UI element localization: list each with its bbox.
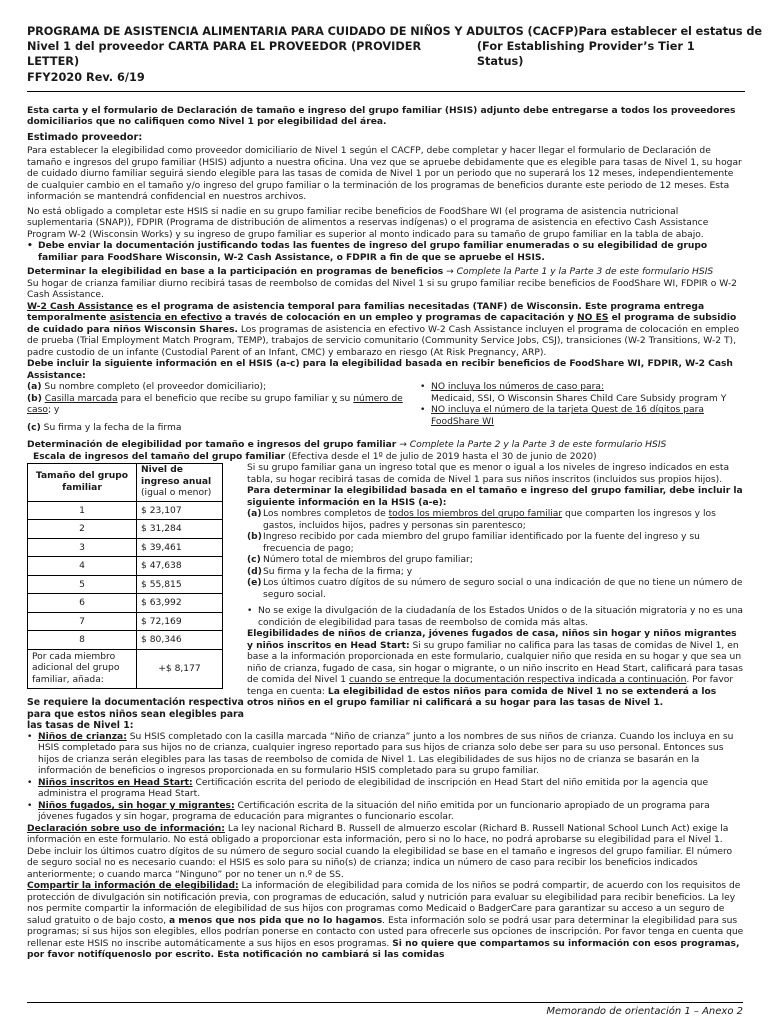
income-a-label: (a) [247, 509, 262, 520]
income-col-size: Tamaño del grupo familiar [28, 464, 137, 502]
intro-bullet-text: Debe enviar la documentación justificando todas las fuentes de ingreso del grupo familiar enumeradas o su elegibilidad de grupo familiar para FoodShare Wisconsin, W-2 Cash Assistance, o FDPIR a fin de que se apruebe el HSIS. [38, 241, 708, 263]
header-rule [27, 91, 745, 92]
w2-text-3: el programa de subsidio de cuidado para niños Wisconsin Shares. [27, 313, 737, 335]
w2-no-es: NO ES [577, 313, 609, 324]
income-table-row [28, 631, 223, 650]
bullet-icon: • [27, 800, 33, 811]
income-amount-cell: $ 80,346 [137, 631, 223, 650]
declaration-text: La ley nacional Richard B. Russell de almuerzo escolar (Richard B. Russell National School Lunch Act) exige la información en este formulario. No está obligado a proporcionar esta información, pero si no lo hace, no podrá aprobarse su elegibilidad para el Nivel 1. Debe incluir los últimos cuatro dígitos de su número de seguro social cuando la elegibilidad se base en el tamaño e ingresos del grupo familiar. El número de seguro social no es necesario cuando: el HSIS es solo para su niño(s) de crianza; indica un número de caso para recibir los beneficios indicados anteriormente; o cuando marca “Ninguno” por no tener un n.º de SS. [27, 823, 733, 880]
income-e-text: Los últimos cuatro dígitos de su número de seguro social o una indicación de que no tiene un número de seguro social. [263, 578, 743, 600]
income-table-row [28, 557, 223, 576]
item-b-u3: número de caso [27, 393, 403, 416]
arrow-icon: → [446, 267, 454, 278]
program-section [27, 267, 745, 434]
item-b-u2: y [331, 393, 337, 404]
no-case-numbers-list: Medicaid, SSI, O Wisconsin Shares Child Care Subsidy program Y [431, 393, 727, 404]
income-amount-cell: $ 63,992 [137, 594, 223, 613]
income-right-column [247, 463, 745, 732]
declaration-paragraph [27, 824, 745, 882]
citizenship-note: No se exige la divulgación de la ciudadanía de los Estados Unidos o de la situación migratoria y no es una condición de elegibilidad para tasas de reembolso de comida más altas. [258, 606, 743, 628]
sharing-b2: Si no quiere que compartamos su información con esos programas, por favor notifíquenoslo por escrito. Esta notificación no cambiará si las comidas [27, 938, 740, 961]
docs-required: Se requiere la documentación respectiva para que estos niños sean elegibles para las tasas de Nivel 1: [27, 697, 244, 732]
income-amount-cell: $ 39,461 [137, 538, 223, 557]
intro-paragraph-1: Para establecer la elegibilidad como proveedor domiciliario de Nivel 1 según el CACFP, debe completar y hacer llegar el formulario de Declaración de tamaño e ingresos del grupo familiar (HSIS) adjunto a nuestra oficina. Una vez que se apruebe debidamente que es elegible para tasas de Nivel 1, su hogar de cuidado diurno familiar seguirá siendo elegible para las tasas de comida de Nivel 1 por un periodo que no superará los 12 meses, independientemente de cualquier cambio en el tamaño y/o ingreso del grupo familiar o la terminación de los programas de beneficios durante este periodo de 12 meses. Esta información se mantendrá confidencial en nuestros archivos. [27, 146, 742, 203]
foster-u: cuando se entregue la documentación respectiva indicada a continuación [348, 675, 687, 686]
footer-rule [27, 1002, 743, 1003]
header-line-1: PROGRAMA DE ASISTENCIA ALIMENTARIA PARA CUIDADO DE NIÑOS Y ADULTOS (CACFP)Para establecer el estatus de [27, 25, 762, 38]
income-scale-title: Escala de ingresos del tamaño del grupo familiar [33, 451, 286, 462]
head-start-text: Certificación escrita del periodo de elegibilidad de inscripción en Head Start del niño emitida por la agencia que administra el programa Head Start. [38, 777, 709, 800]
w2-text-1: es el programa de asistencia temporal para familias necesitadas (TANF) de Wisconsin. Este programa entrega [133, 301, 705, 312]
foster-t2: . Por favor tenga en cuenta: [247, 675, 734, 697]
foster-b2: La elegibilidad de estos niños para comida de Nivel 1 no se extenderá a los otros niños en el grupo familiar ni calificará a su hogar para las tasas de Nivel 1. [247, 686, 717, 709]
header [27, 24, 762, 85]
income-size-cell: 4 [28, 557, 137, 576]
header-line-2-right: (For Establishing Provider’s Tier 1 Status) [476, 40, 695, 69]
footer-text: Memorando de orientación 1 – Anexo 2 [546, 1006, 743, 1017]
foster-children-term: Niños de crianza: [38, 731, 127, 742]
income-amount-cell: $ 23,107 [137, 501, 223, 520]
income-size-cell: 5 [28, 575, 137, 594]
income-scale-note: (Efectiva desde el 1º de julio de 2019 hasta el 30 de junio de 2020) [285, 451, 597, 462]
income-a-t2: que comparten los ingresos y los gastos, incluidos hijos, padres y personas sin parentesco; [263, 509, 716, 531]
income-amount-cell: $ 47,638 [137, 557, 223, 576]
document-page [27, 24, 762, 962]
income-amount-cell: $ 55,815 [137, 575, 223, 594]
intro-paragraph-2: No está obligado a completar este HSIS si nadie en su grupo familiar recibe beneficios de FoodShare WI (el programa de asistencia nutricional suplementaria (SNAP)), FDPIR (Programa de distribución de alimentos a reservas indígenas) o el programa de asistencia en efectivo Cash Assistance Program W-2 (Wisconsin Works) y su ingreso de grupo familiar es superior al monto indicado para su tamaño de grupo familiar en la tabla de abajo. [27, 206, 709, 240]
w2-temporal: temporalmente [27, 313, 107, 324]
income-d-text: Su firma y la fecha de la firma; y [263, 566, 413, 577]
program-heading: Determinar la elegibilidad en base a la participación en programas de beneficios [27, 267, 444, 278]
income-d-label: (d) [247, 566, 262, 577]
intro-bullet [27, 241, 745, 264]
income-table-row [28, 538, 223, 557]
income-table-header [28, 464, 223, 502]
income-b-label: (b) [247, 532, 262, 543]
item-c-text: Su firma y la fecha de la firma [43, 422, 182, 433]
item-a-label: (a) [27, 382, 42, 393]
w2-cash-assistance: asistencia en efectivo [109, 313, 222, 324]
item-c-label: (c) [27, 422, 41, 433]
foster-paragraph [247, 629, 745, 710]
income-b-text: Ingreso recibido por cada miembro del grupo familiar identificado por la fuente del ingreso y su frecuencia de pago; [263, 532, 700, 554]
sharing-t1: La información de elegibilidad para comida de los niños se podrá compartir, de acuerdo con los requisitos de protección de divulgación sin notificación previa, con programas de educación, salud y nutrición para evaluar su elegibilidad para recibir beneficios. La ley nos permite compartir la información de elegibilidad de sus hijos con programas como Medicaid o BadgerCare para garantizar su acceso a un seguro de salud gratuito o de bajo costo, [27, 881, 741, 926]
program-columns [27, 382, 745, 434]
item-b-t1: para el beneficio que recibe su grupo familiar [117, 393, 332, 404]
income-extra-label: Por cada miembro adicional del grupo familiar, añada: [28, 649, 137, 689]
foster-t1: Si su grupo familiar no califica para las tasas de comidas de Nivel 1, en base a la información proporcionada en este formulario, cualquier niño que resida en su hogar y que sea un niño de crianza, fugado de casa, sin hogar o migrante, o un niño inscrito en Head Start, calificará para tasas de comida del Nivel 1 [247, 640, 743, 686]
bullet-icon: • [27, 241, 33, 252]
income-col-level-sub: (igual o menor) [141, 488, 212, 499]
bullet-icon: • [247, 606, 253, 617]
bullet-icon: • [420, 382, 426, 393]
income-size-cell: 1 [28, 501, 137, 520]
income-table [27, 463, 223, 689]
header-line-2 [27, 39, 745, 69]
header-line-3: FFY2020 Rev. 6/19 [27, 70, 145, 84]
income-table-extra-row [28, 649, 223, 689]
program-left-column [27, 382, 420, 434]
no-case-numbers: NO incluya los números de caso para: [431, 382, 605, 393]
item-b-u1: Casilla marcada [44, 393, 118, 404]
income-a-t1: Los nombres completos de [263, 509, 389, 520]
bullet-icon: • [420, 405, 426, 416]
item-b-label: (b) [27, 393, 42, 404]
program-right-column [420, 382, 745, 434]
income-size-cell: 8 [28, 631, 137, 650]
income-heading: Determinación de elegibilidad por tamaño e ingresos del grupo familiar [27, 440, 397, 451]
foster-children-text: Su HSIS completado con la casilla marcada “Niño de crianza” junto a los nombres de sus niños de crianza. Cuando los incluya en su HSIS completado para sus hijos no de crianza, cualquier ingreso reportado para sus hijos de crianza solo debe ser para su uso personal. Entonces sus hijos de crianza serán elegibles para las tasas de reembolso de comida de Nivel 1. Las elegibilidades de sus hijos no de crianza se basarán en la información de beneficios o ingresos proporcionada en su formulario HSIS completado para su grupo familiar. [38, 731, 734, 777]
sharing-b1: a menos que nos pida que no lo hagamos [168, 915, 383, 926]
sharing-t2: . Esta información solo se podrá usar para determinar la elegibilidad para sus programas; si sus hijos son elegibles, ellos podrían ponerse en contacto con usted para ofrecerle sus opciones de inscripción. Por favor tenga en cuenta que rellenar este HSIS no inscribe automáticamente a sus hijos en esos programas. [27, 915, 744, 949]
w2-paragraph [27, 302, 745, 360]
salutation: Estimado proveedor: [27, 131, 143, 143]
income-size-cell: 2 [28, 520, 137, 539]
income-table-row [28, 501, 223, 520]
income-amount-cell: $ 72,169 [137, 612, 223, 631]
w2-text-2: a través de colocación en un empleo y programas de capacitación y [221, 313, 578, 324]
income-col-level [137, 464, 223, 502]
income-size-cell: 3 [28, 538, 137, 557]
no-quest-card: NO incluya el número de la tarjeta Quest de 16 dígitos para FoodShare WI [431, 405, 704, 427]
sharing-paragraph [27, 881, 745, 962]
income-table-row [28, 575, 223, 594]
income-paragraph: Si su grupo familiar gana un ingreso total que es menor o igual a los niveles de ingreso indicados en esta tabla, su hogar recibirá tasas de comida de Nivel 1 para sus niños inscritos (incluidos sus propios hijos). [247, 463, 730, 485]
income-col-level-title: Nivel de ingreso anual [141, 465, 212, 487]
income-a-u: todos los miembros del grupo familiar [388, 509, 563, 520]
bullet-icon: • [27, 731, 33, 742]
income-e-label: (e) [247, 578, 262, 589]
income-columns [27, 463, 745, 732]
runaway-text: Certificación escrita de la situación del niño emitida por un funcionario apropiado de un programa para jóvenes fugados y sin hogar, programa de educación para migrantes o funcionario escolar. [38, 800, 710, 823]
income-must-include: Para determinar la elegibilidad basada en el tamaño e ingreso del grupo familiar, debe incluir la siguiente información en la HSIS (a-e): [247, 486, 743, 508]
runaway-term: Niños fugados, sin hogar y migrantes: [38, 800, 235, 811]
income-size-cell: 7 [28, 612, 137, 631]
income-c-text: Número total de miembros del grupo familiar; [263, 555, 473, 566]
program-heading-note: Complete la Parte 1 y la Parte 3 de este formulario HSIS [456, 267, 714, 278]
foster-bold: Elegibilidades de niños de crianza, jóvenes fugados de casa, niños sin hogar y niños migrantes y niños inscritos en Head Start: [247, 629, 737, 651]
program-paragraph: Su hogar de crianza familiar diurno recibirá tasas de reembolso de comidas del Nivel 1 si su grupo familiar recibe beneficios de FoodShare WI, FDPIR o W-2 Cash Assistance. [27, 278, 737, 301]
children-list [27, 732, 745, 824]
income-c-label: (c) [247, 555, 261, 566]
intro-bold: Esta carta y el formulario de Declaración de tamaño e ingreso del grupo familiar (HSIS) adjunto debe entregarse a todos los proveedores domiciliarios que no califiquen como Nivel 1 por elegibilidad del área. [27, 105, 736, 128]
arrow-icon: → [399, 440, 407, 451]
income-heading-note: Complete la Parte 2 y la Parte 3 de este formulario HSIS [409, 440, 667, 451]
income-table-row [28, 612, 223, 631]
income-extra-amount: +$ 8,177 [137, 649, 223, 689]
w2-rest: Los programas de asistencia en efectivo W-2 Cash Assistance incluyen el programa de colocación en empleo de prueba (Trial Employment Match Program, TEMP), trabajos de servicio comunitario (Community Service Jobs, CSJ), transiciones (W-2 Transitions, W-2 T), padre custodio de un infante (Custodial Parent of an Infant, CMC) y embarazo en riesgo (At Risk Pregnancy, ARP). [27, 324, 740, 358]
head-start-term: Niños inscritos en Head Start: [38, 777, 193, 788]
header-line-2-left: Nivel 1 del proveedor CARTA PARA EL PROVEEDOR (PROVIDER LETTER) [27, 40, 422, 69]
income-size-cell: 6 [28, 594, 137, 613]
income-table-row [28, 594, 223, 613]
income-left-column [27, 463, 247, 732]
w2-term: W-2 Cash Assistance [27, 301, 134, 312]
income-table-row [28, 520, 223, 539]
bullet-icon: • [27, 777, 33, 788]
declaration-term: Declaración sobre uso de información: [27, 823, 225, 834]
program-must-include: Debe incluir la siguiente información en el HSIS (a-c) para la elegibilidad basada en recibir beneficios de FoodShare WI, FDPIR, W-2 Cash Assistance: [27, 359, 733, 381]
income-section [27, 440, 745, 732]
item-a-text: Su nombre completo (el proveedor domiciliario); [44, 382, 267, 393]
sharing-term: Compartir la información de elegibilidad: [27, 881, 239, 892]
income-amount-cell: $ 31,284 [137, 520, 223, 539]
item-b-t2: su [336, 393, 354, 404]
item-b-t3: ; y [47, 405, 60, 416]
